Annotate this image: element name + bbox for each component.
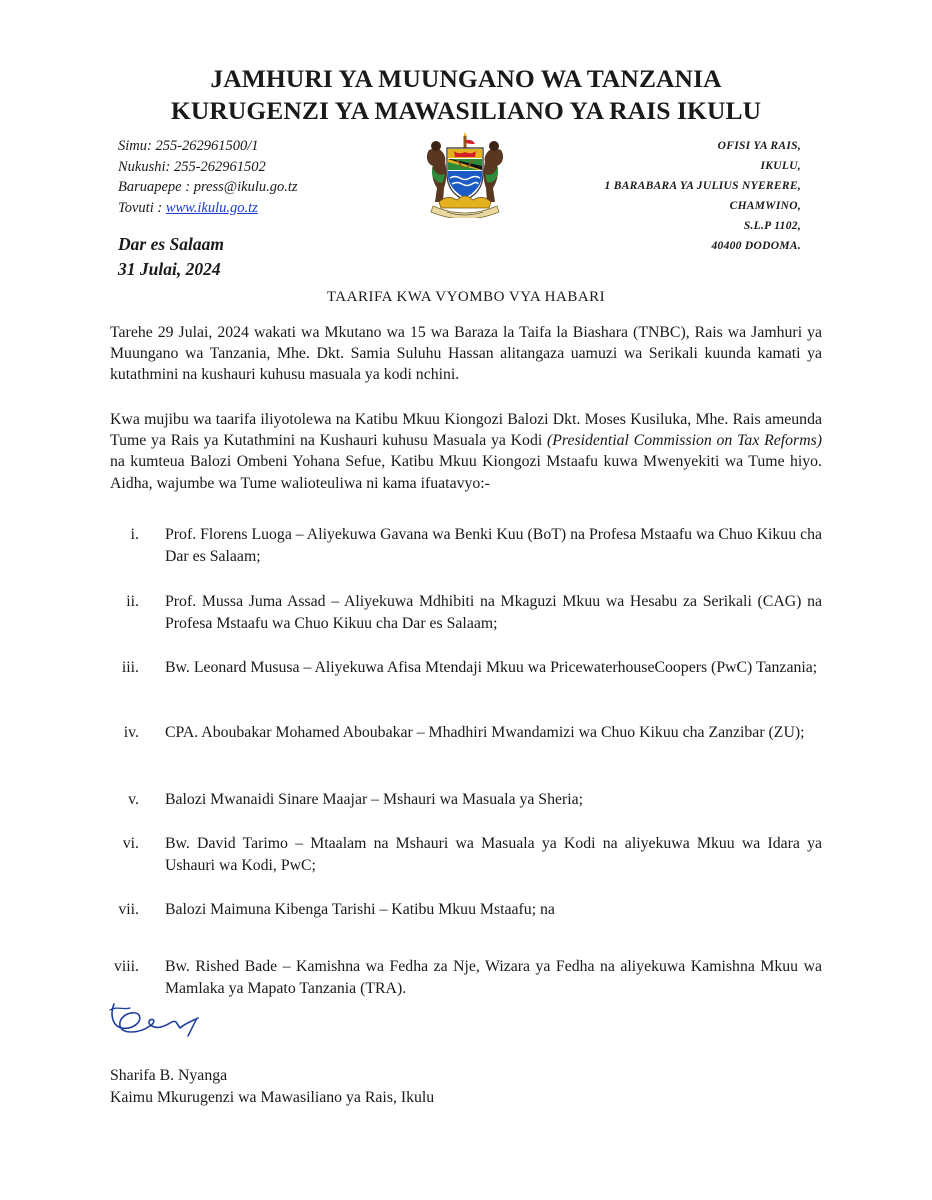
tanzania-coat-of-arms-icon: [417, 130, 513, 218]
fax-line: Nukushi: 255-262961502: [118, 158, 266, 175]
phone-line: Simu: 255-262961500/1: [118, 138, 259, 154]
header-line-2: KURUGENZI YA MAWASILIANO YA RAIS IKULU: [170, 96, 762, 125]
list-number: i.: [130, 526, 139, 543]
handwritten-signature: [104, 996, 212, 1048]
list-number: iv.: [123, 724, 139, 741]
list-text: Balozi Maimuna Kibenga Tarishi – Katibu Mkuu Mstaafu; na: [165, 901, 555, 918]
list-number: v.: [128, 791, 139, 808]
signatory-position: Kaimu Mkurugenzi wa Mawasiliano ya Rais, Ikulu: [110, 1089, 435, 1106]
place: Dar es Salaam: [118, 234, 224, 254]
address-line: IKULU,: [760, 160, 801, 172]
list-number: iii.: [121, 659, 139, 676]
list-text: Prof. Florens Luoga – Aliyekuwa Gavana wa Benki Kuu (BoT) na Profesa Mstaafu wa Chuo Kikuu cha Dar es Salaam;: [165, 526, 822, 565]
document-title: TAARIFA KWA VYOMBO VYA HABARI: [326, 289, 606, 305]
list-number: vi.: [122, 835, 139, 852]
paragraph-commission: [110, 409, 822, 494]
address-line: OFISI YA RAIS,: [717, 140, 801, 152]
website-label: Tovuti :: [118, 199, 166, 216]
signatory-name: Sharifa B. Nyanga: [110, 1067, 228, 1084]
paragraph-intro: Tarehe 29 Julai, 2024 wakati wa Mkutano wa 15 wa Baraza la Taifa la Biashara (TNBC), Rais wa Jamhuri ya Muungano wa Tanzania, Mhe. Dkt. Samia Suluhu Hassan alitangaza uamuzi wa Serikali kuunda kamati ya kutathmini na kushauri kuhusu masuala ya kodi nchini.: [110, 324, 822, 384]
email-line: Baruapepe : press@ikulu.go.tz: [118, 179, 298, 195]
address-line: CHAMWINO,: [729, 200, 801, 212]
paragraph-text: Kwa mujibu wa taarifa iliyotolewa na Katibu Mkuu Kiongozi Balozi Dkt. Moses Kusiluka, Mhe. Rais ameunda Tume ya Rais ya Kutathmini na Kushauri kuhusu Masuala ya Kodi: [110, 411, 822, 450]
paragraph-text: na kumteua Balozi Ombeni Yohana Sefue, Katibu Mkuu Kiongozi Mstaafu kuwa Mwenyekiti wa Tume hiyo. Aidha, wajumbe wa Tume walioteuliwa ni kama ifuatavyo:-: [110, 453, 822, 492]
list-text: Bw. Leonard Mususa – Aliyekuwa Afisa Mtendaji Mkuu wa PricewaterhouseCoopers (PwC) Tanzania;: [165, 659, 818, 676]
signatory-block: [110, 1065, 434, 1109]
address-line: 40400 DODOMA.: [711, 240, 801, 252]
list-number: ii.: [126, 593, 139, 610]
list-number: viii.: [113, 958, 139, 975]
address-line: 1 BARABARA YA JULIUS NYERERE,: [604, 180, 801, 192]
address-line: S.L.P 1102,: [743, 220, 801, 232]
list-text: Bw. Rished Bade – Kamishna wa Fedha za Nje, Wizara ya Fedha na aliyekuwa Kamishna Mkuu wa Mamlaka ya Mapato Tanzania (TRA).: [165, 958, 822, 997]
list-text: CPA. Aboubakar Mohamed Aboubakar – Mhadhiri Mwandamizi wa Chuo Kikuu cha Zanzibar (ZU);: [165, 724, 805, 741]
list-number: vii.: [118, 901, 139, 918]
contact-block-left: [118, 136, 298, 218]
list-text: Prof. Mussa Juma Assad – Aliyekuwa Mdhibiti na Mkaguzi Mkuu wa Hesabu za Serikali (CAG) na Profesa Mstaafu wa Chuo Kikuu cha Dar es Salaam;: [165, 593, 822, 632]
list-text: Bw. David Tarimo – Mtaalam na Mshauri wa Masuala ya Kodi na aliyekuwa Mkuu wa Idara ya Ushauri wa Kodi, PwC;: [165, 835, 822, 874]
header-line-1: JAMHURI YA MUUNGANO WA TANZANIA: [210, 64, 722, 93]
website-link[interactable]: www.ikulu.go.tz: [165, 199, 258, 216]
website-line: [118, 198, 298, 219]
commission-english-name: (Presidential Commission on Tax Reforms): [547, 432, 823, 450]
date: 31 Julai, 2024: [118, 259, 221, 279]
address-block-right: [541, 136, 801, 256]
place-and-date: [118, 232, 224, 282]
list-text: Balozi Mwanaidi Sinare Maajar – Mshauri wa Masuala ya Sheria;: [165, 791, 584, 808]
